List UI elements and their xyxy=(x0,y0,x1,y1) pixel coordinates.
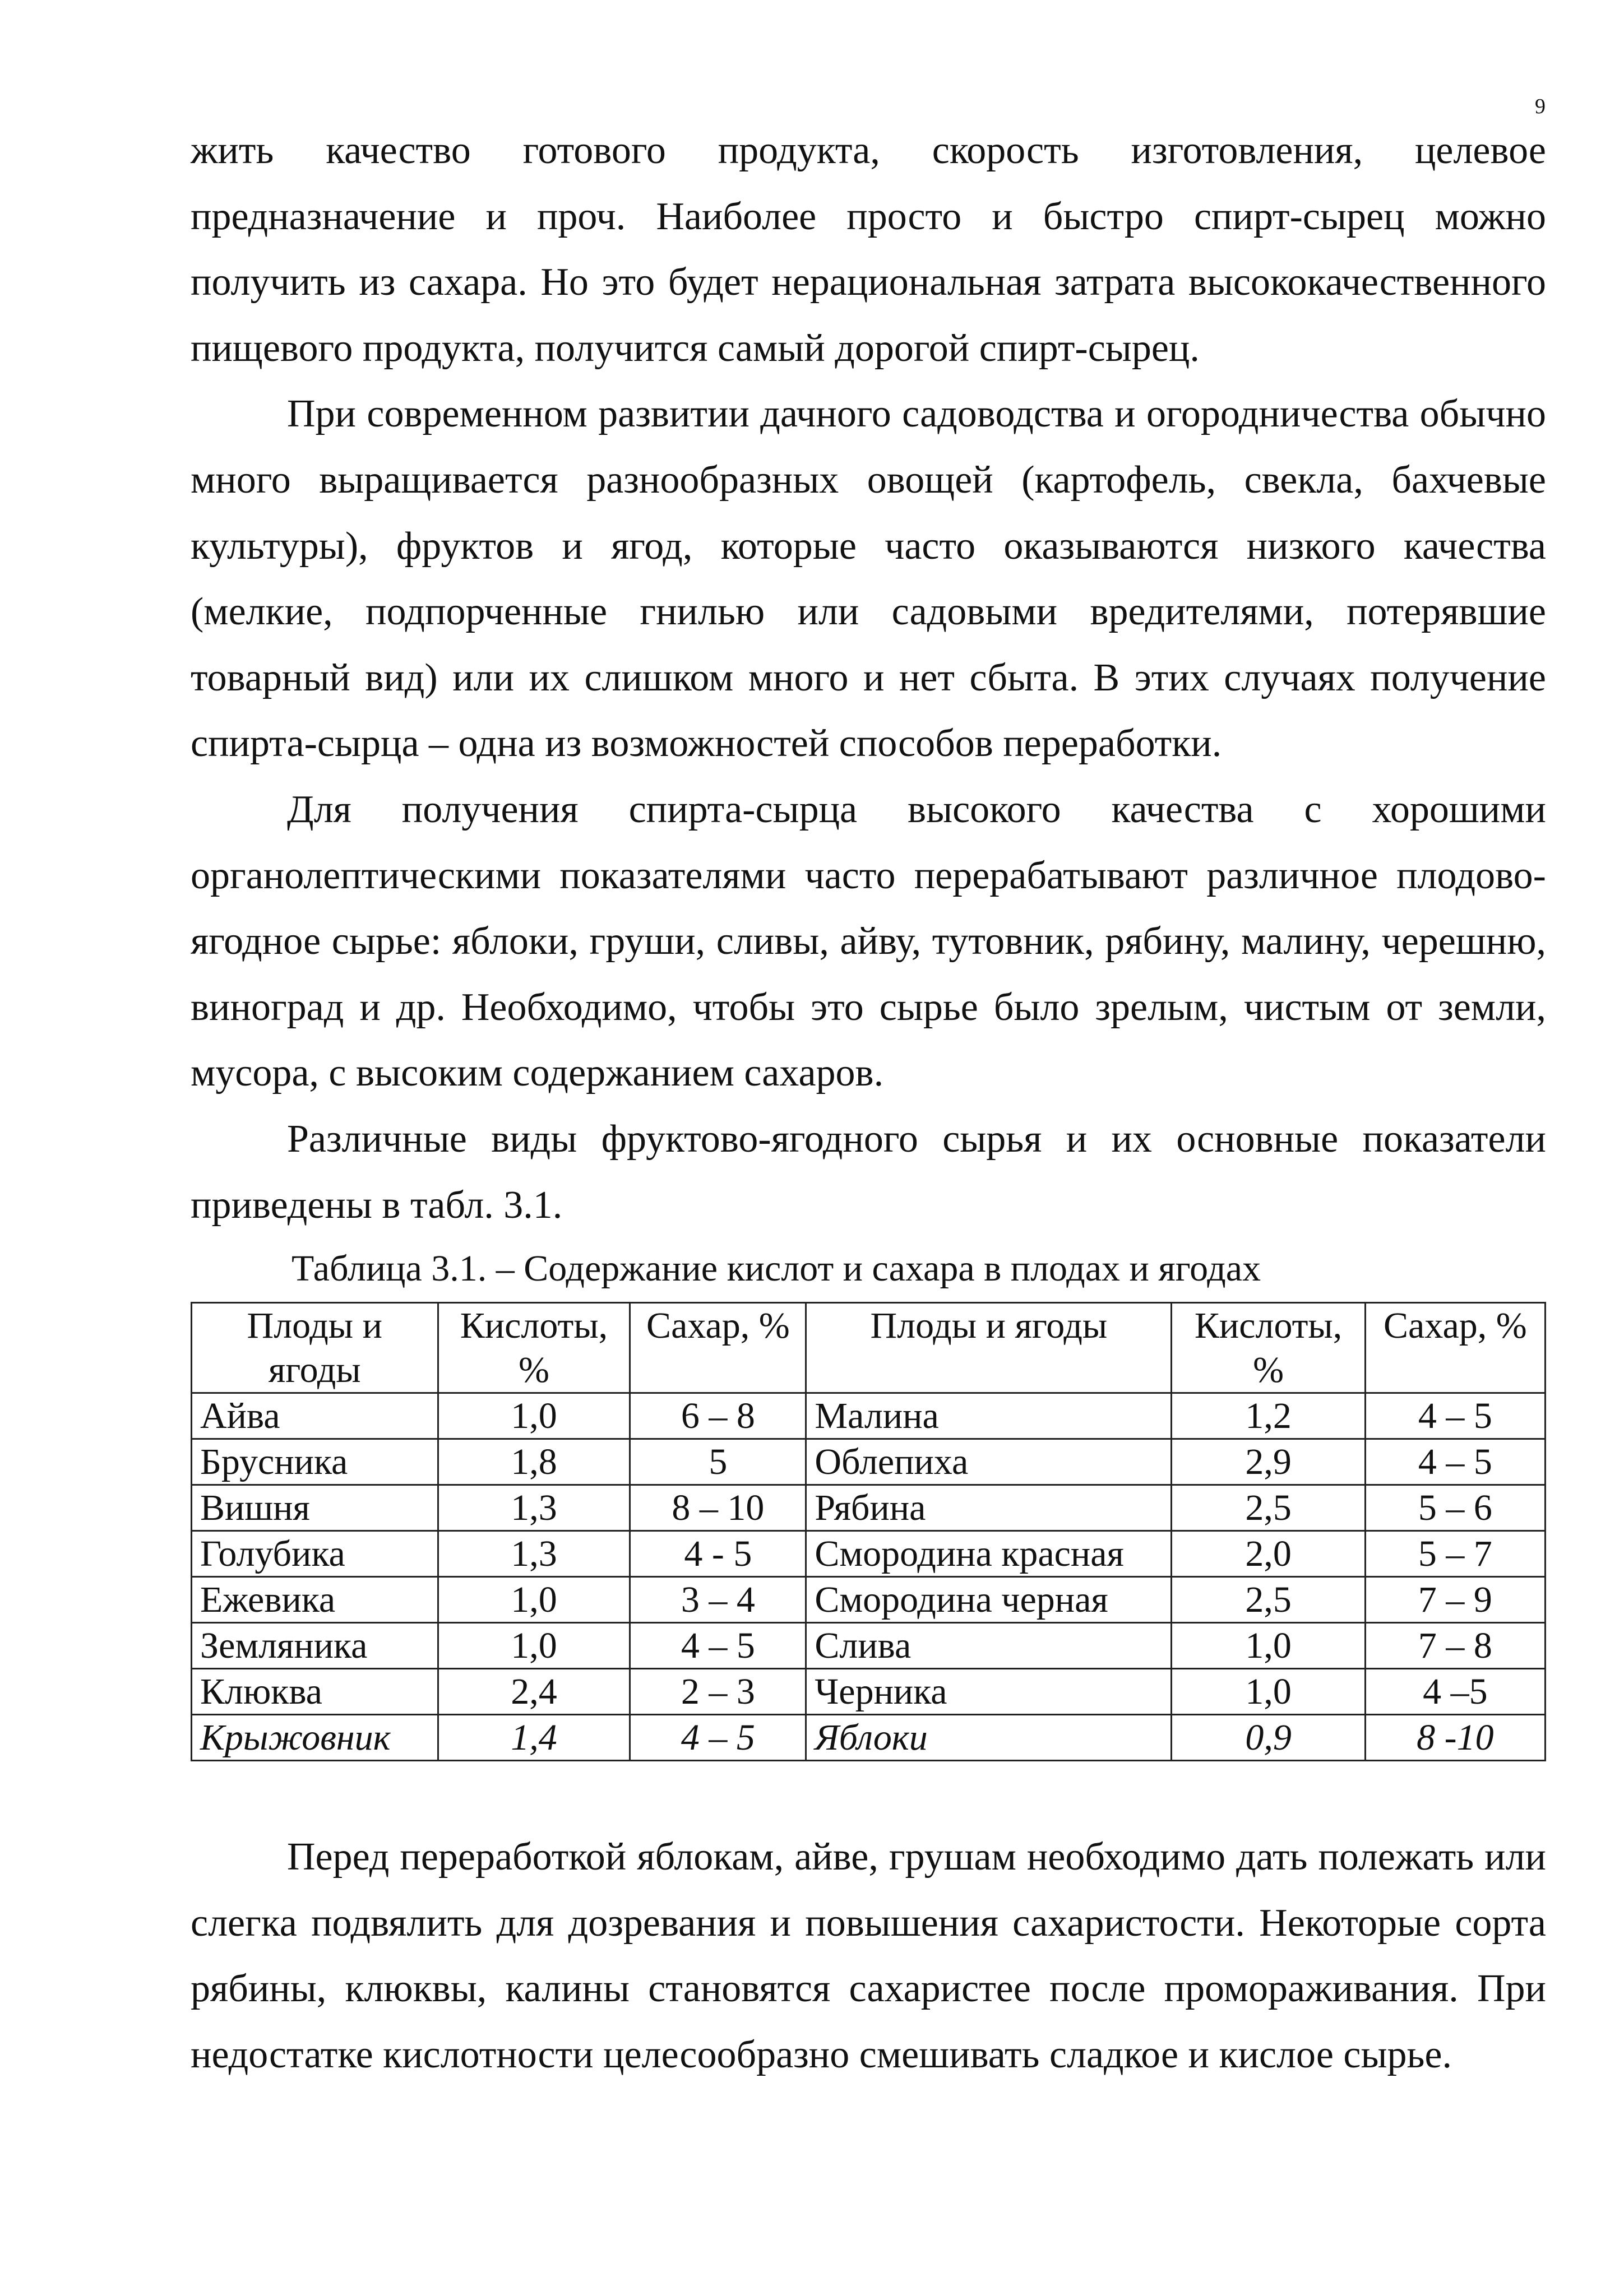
cell-sugar-right: 7 – 9 xyxy=(1365,1577,1545,1623)
header-fruit-right: Плоды и ягоды xyxy=(806,1303,1172,1393)
cell-fruit-right: Слива xyxy=(806,1623,1172,1669)
table-row xyxy=(192,1531,1546,1577)
cell-acid-right: 2,5 xyxy=(1172,1485,1365,1531)
table-header-row xyxy=(192,1303,1546,1393)
cell-fruit-left: Вишня xyxy=(192,1485,438,1531)
header-sugar-left: Сахар, % xyxy=(630,1303,806,1393)
cell-acid-right: 0,9 xyxy=(1172,1715,1365,1761)
cell-sugar-left: 4 – 5 xyxy=(630,1623,806,1669)
table-row xyxy=(192,1393,1546,1439)
cell-acid-left: 1,3 xyxy=(438,1531,630,1577)
cell-acid-left: 1,0 xyxy=(438,1393,630,1439)
table-row xyxy=(192,1669,1546,1715)
cell-sugar-right: 8 -10 xyxy=(1365,1715,1545,1761)
cell-sugar-left: 2 – 3 xyxy=(630,1669,806,1715)
cell-fruit-right: Смородина красная xyxy=(806,1531,1172,1577)
cell-fruit-left: Ежевика xyxy=(192,1577,438,1623)
cell-acid-right: 1,0 xyxy=(1172,1669,1365,1715)
table-row xyxy=(192,1623,1546,1669)
cell-acid-left: 1,4 xyxy=(438,1715,630,1761)
table-body xyxy=(192,1393,1546,1761)
header-acid-right: Кислоты, % xyxy=(1172,1303,1365,1393)
cell-fruit-right: Облепиха xyxy=(806,1439,1172,1485)
paragraph-table-reference: Различные виды фруктово-ягодного сырья и их основные показатели приведены в табл. 3.1. xyxy=(191,1117,1546,1227)
cell-acid-right: 1,0 xyxy=(1172,1623,1365,1669)
cell-fruit-left: Голубика xyxy=(192,1531,438,1577)
cell-fruit-right: Яблоки xyxy=(806,1715,1172,1761)
cell-acid-right: 2,9 xyxy=(1172,1439,1365,1485)
cell-sugar-right: 4 – 5 xyxy=(1365,1393,1545,1439)
cell-sugar-right: 4 – 5 xyxy=(1365,1439,1545,1485)
cell-sugar-left: 5 xyxy=(630,1439,806,1485)
cell-acid-left: 1,0 xyxy=(438,1623,630,1669)
header-acid-left: Кислоты, % xyxy=(438,1303,630,1393)
cell-acid-right: 2,0 xyxy=(1172,1531,1365,1577)
cell-fruit-left: Айва xyxy=(192,1393,438,1439)
cell-fruit-right: Малина xyxy=(806,1393,1172,1439)
cell-fruit-left: Клюква xyxy=(192,1669,438,1715)
cell-acid-left: 1,3 xyxy=(438,1485,630,1531)
table-row xyxy=(192,1485,1546,1531)
cell-sugar-right: 4 –5 xyxy=(1365,1669,1545,1715)
paragraph-raw-materials: Для получения спирта-сырца высокого качества с хорошими органолептическими показателями часто перерабатывают различное плодово-ягодное сырье: яблоки, груши, сливы, айву, тутовник, рябину, малину, черешню, виноград и др. Необходимо, чтобы это сырье было зрелым, чистым от земли, мусора, с высоким содержанием сахаров. xyxy=(191,787,1546,1095)
table-row xyxy=(192,1439,1546,1485)
cell-sugar-left: 3 – 4 xyxy=(630,1577,806,1623)
header-fruit-left: Плоды и ягоды xyxy=(192,1303,438,1393)
table-row xyxy=(192,1577,1546,1623)
paragraph-continuation: жить качество готового продукта, скорость изготовления, целевое предназначение и проч. Наиболее просто и быстро спирт-сырец можно получить из сахара. Но это будет нерациональная затрата высококачественного пищевого продукта, получится самый дорогой спирт-сырец. xyxy=(191,129,1546,370)
cell-fruit-left: Брусника xyxy=(192,1439,438,1485)
cell-sugar-right: 7 – 8 xyxy=(1365,1623,1545,1669)
cell-acid-left: 1,0 xyxy=(438,1577,630,1623)
cell-acid-left: 1,8 xyxy=(438,1439,630,1485)
cell-sugar-left: 8 – 10 xyxy=(630,1485,806,1531)
body-text xyxy=(191,118,1546,2088)
cell-fruit-left: Крыжовник xyxy=(192,1715,438,1761)
cell-sugar-left: 6 – 8 xyxy=(630,1393,806,1439)
acid-sugar-table xyxy=(191,1302,1546,1761)
cell-sugar-right: 5 – 7 xyxy=(1365,1531,1545,1577)
cell-acid-left: 2,4 xyxy=(438,1669,630,1715)
cell-fruit-right: Рябина xyxy=(806,1485,1172,1531)
header-sugar-right: Сахар, % xyxy=(1365,1303,1545,1393)
cell-sugar-left: 4 - 5 xyxy=(630,1531,806,1577)
table-row xyxy=(192,1715,1546,1761)
cell-sugar-left: 4 – 5 xyxy=(630,1715,806,1761)
cell-sugar-right: 5 – 6 xyxy=(1365,1485,1545,1531)
page-number: 9 xyxy=(1535,95,1546,118)
cell-fruit-left: Земляника xyxy=(192,1623,438,1669)
cell-acid-right: 1,2 xyxy=(1172,1393,1365,1439)
cell-acid-right: 2,5 xyxy=(1172,1577,1365,1623)
table-caption: Таблица 3.1. – Содержание кислот и сахара в плодах и ягодах xyxy=(292,1248,1261,1290)
cell-fruit-right: Черника xyxy=(806,1669,1172,1715)
paragraph-gardening: При современном развитии дачного садоводства и огородничества обычно много выращивается разнообразных овощей (картофель, свекла, бахчевые культуры), фруктов и ягод, которые часто оказываются низкого качества (мелкие, подпорченные гнилью или садовыми вредителями, потерявшие товарный вид) или их слишком много и нет сбыта. В этих случаях получение спирта-сырца – одна из возможностей способов переработки. xyxy=(191,392,1546,766)
paragraph-preparation: Перед переработкой яблокам, айве, грушам необходимо дать полежать или слегка подвялить для дозревания и повышения сахаристости. Некоторые сорта рябины, клюквы, калины становятся сахаристее после промораживания. При недостатке кислотности целесообразно смешивать сладкое и кислое сырье. xyxy=(191,1835,1546,2076)
cell-fruit-right: Смородина черная xyxy=(806,1577,1172,1623)
